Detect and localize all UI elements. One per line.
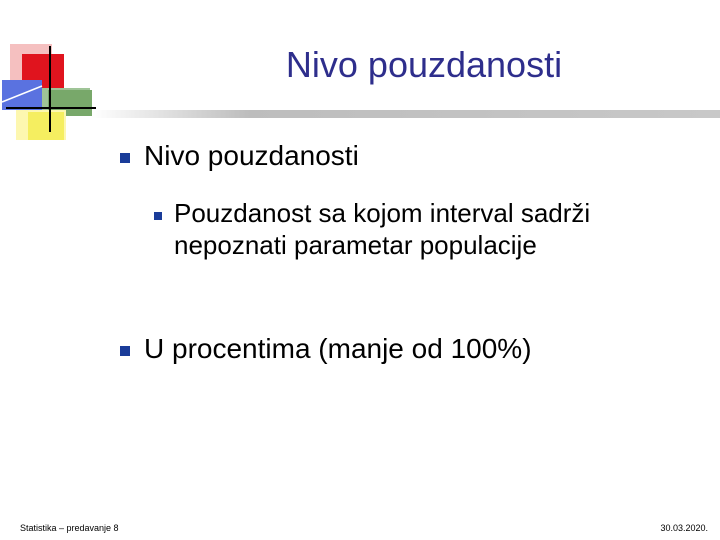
bullet-item (120, 333, 532, 365)
sub-bullet-text: Pouzdanost sa kojom interval sadrži nepoznati parametar populacije (174, 198, 591, 260)
bullet-item (120, 140, 359, 172)
slide-title: Nivo pouzdanosti (285, 44, 563, 85)
sub-bullet-item (154, 197, 624, 261)
square-bullet-icon (154, 212, 162, 220)
footer-course-label: Statistika – predavanje 8 (20, 523, 119, 533)
decorative-logo (0, 40, 100, 140)
square-bullet-icon (120, 346, 130, 356)
title-divider (92, 110, 720, 118)
bullet-text: Nivo pouzdanosti (144, 140, 359, 171)
footer-date: 30.03.2020. (660, 523, 708, 533)
bullet-text: U procentima (manje od 100%) (144, 333, 532, 364)
square-bullet-icon (120, 153, 130, 163)
